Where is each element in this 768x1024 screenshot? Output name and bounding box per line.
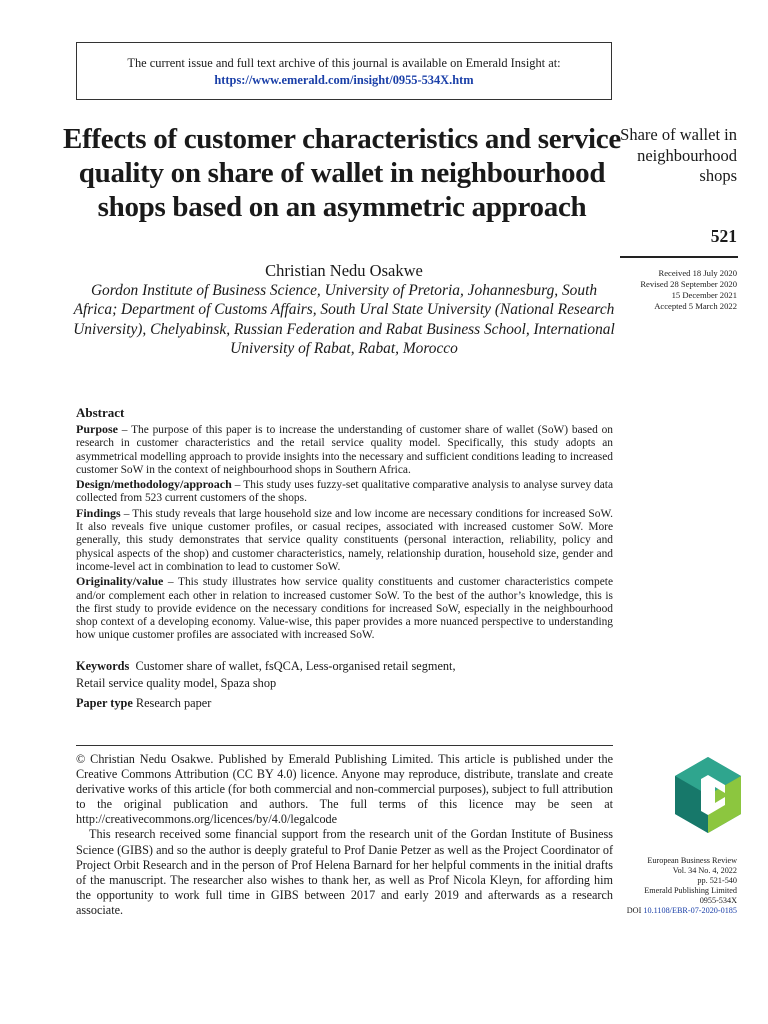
journal-volume: Vol. 34 No. 4, 2022 (672, 865, 737, 875)
running-head: Share of wallet in neighbourhood shops (620, 125, 737, 185)
doi-link[interactable]: 10.1108/EBR-07-2020-0185 (643, 905, 737, 915)
journal-publisher: Emerald Publishing Limited (644, 885, 737, 895)
abstract-purpose (76, 423, 613, 477)
article-title: Effects of customer characteristics and service quality on share of wallet in neighbourhood shops based on an asymmetric approach (63, 123, 621, 223)
keywords-line-1: Customer share of wallet, fsQCA, Less-organised retail segment, (135, 659, 456, 673)
journal-issn: 0955-534X (699, 895, 737, 905)
journal-doi (600, 906, 737, 916)
abstract-originality (76, 575, 613, 642)
keywords (76, 658, 613, 691)
article-history (600, 268, 737, 312)
design-text: – This study uses fuzzy-set qualitative comparative analysis to analyse survey data collected from 523 current customers of the shops. (76, 479, 613, 505)
acknowledgement-paragraph: This research received some financial support from the research unit of the Gordan Institute of Business Science (GIBS) and so the author is deeply grateful to Prof Danie Petzer as well as the Project Coordinator of Project Orbit Research and in the person of Prof Helena Barnard for her helpful comments in the initial drafts of the manuscript. The researcher also wishes to thank her, as well as Prof Nicola Kleyn, for affording him the opportunity to work full time in GIBS between 2017 and early 2019 and afterwards as a research associate. (76, 827, 613, 917)
purpose-text: – The purpose of this paper is to increase the understanding of customer share of wallet (SoW) based on research in customer characteristics and the retail service quality model. Specifically, this study adopts an asymmetrical modelling approach to provide insights into the necessary and sufficient conditions leading to increased customer SoW in the context of neighbourhood shops in Southern Africa. (76, 424, 613, 476)
findings-label: Findings (76, 505, 121, 520)
abstract-body (76, 423, 613, 644)
license-paragraph: © Christian Nedu Osakwe. Published by Emerald Publishing Limited. This article is published under the Creative Commons Attribution (CC BY 4.0) licence. Anyone may reproduce, distribute, translate and create derivative works of this article (for both commercial and non-commercial purposes), subject to full attribution to the original publication and authors. The full terms of this licence may be seen at http://creativecommons.org/licences/by/4.0/legalcode (76, 752, 613, 827)
journal-info (600, 856, 737, 915)
author-affiliation: Gordon Institute of Business Science, University of Pretoria, Johannesburg, South Africa; Department of Customs Affairs, South Ural State University (National Research University), Chelyabinsk, Russian Federation and Rabat Business School, International University of Rabat, Rabat, Morocco (73, 282, 615, 358)
notice-text: The current issue and full text archive of this journal is available on Emerald Insight at: (127, 56, 561, 70)
received-date: Received 18 July 2020 (658, 268, 737, 278)
paper-type-label: Paper type (76, 696, 133, 710)
keywords-line-2: Retail service quality model, Spaza shop (76, 675, 277, 690)
purpose-label: Purpose (76, 422, 118, 436)
doi-label: DOI (626, 905, 642, 915)
abstract-findings (76, 507, 613, 574)
journal-url-link[interactable]: https://www.emerald.com/insight/0955-534X.htm (214, 73, 474, 87)
accepted-date: Accepted 5 March 2022 (654, 301, 737, 311)
journal-access-notice (76, 42, 612, 100)
originality-label: Originality/value (76, 574, 164, 589)
paper-type (76, 695, 613, 711)
abstract-heading: Abstract (76, 405, 125, 420)
page-number: 521 (710, 226, 737, 246)
revised-date-2: 15 December 2021 (671, 290, 737, 300)
design-label: Design/methodology/approach (76, 477, 232, 492)
abstract-design (76, 478, 613, 506)
findings-text: – This study reveals that large household size and low income are necessary conditions for increased SoW. It also reveals five unique customer profiles, or casual recipes, associated with increased customer SoW. More generally, this study demonstrates that service quality constituents (personal interaction, reliability, policy and physical aspects of the shop) and customer characteristics, namely, relationship duration, household size, gender and income-level act in combination to lead to customer SoW. (76, 507, 613, 573)
margin-rule (620, 256, 738, 258)
license-notice (76, 752, 613, 918)
revised-date-1: Revised 28 September 2020 (640, 279, 737, 289)
paper-type-value: Research paper (135, 696, 212, 710)
footer-divider (76, 745, 613, 746)
publisher-logo-icon (675, 757, 741, 833)
journal-pages: pp. 521-540 (697, 875, 737, 885)
originality-text: – This study illustrates how service quality constituents and customer characteristics compete and/or complement each other in relation to increased customer SoW. To the best of the author’s knowledge, this is the first study to provide evidence on the necessary conditions for increased SoW, especially in the neighbourhood shop context of a developing economy. Value-wise, this paper provides a more nuanced perspective to understanding how unique customer profiles are associated with increased SoW. (76, 576, 613, 642)
journal-name: European Business Review (647, 856, 737, 865)
author-name: Christian Nedu Osakwe (265, 261, 423, 280)
keywords-label: Keywords (76, 659, 130, 673)
